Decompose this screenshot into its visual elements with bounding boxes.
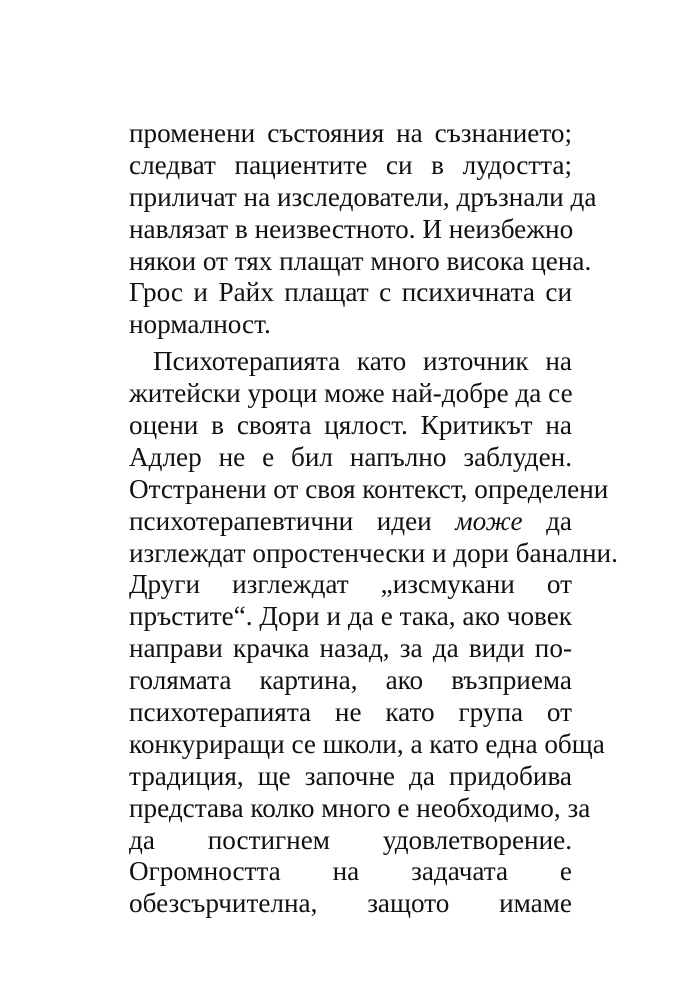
text-line: конкуриращи се школи, а като една обща bbox=[129, 728, 605, 759]
document-page bbox=[129, 118, 618, 920]
text-line: Други изглеждат „изсмукани от bbox=[129, 569, 572, 600]
text-line: Психотерапията като източник на bbox=[153, 346, 572, 377]
paragraph-1 bbox=[129, 118, 597, 341]
text-line: Огромността на задачата е bbox=[129, 856, 572, 887]
paragraph-2 bbox=[129, 346, 618, 920]
text-line: традиция, ще започне да придобива bbox=[129, 760, 572, 791]
text-line: психотерапията не като група от bbox=[129, 697, 572, 728]
text-line-with-italic bbox=[129, 506, 572, 538]
text-line: обезсърчителна, защото имаме bbox=[129, 888, 572, 919]
text-line: променени състояния на съзнанието; bbox=[129, 118, 572, 148]
text-line: нормалност. bbox=[129, 309, 271, 340]
text-segment: психотерапевтични идеи bbox=[129, 505, 432, 536]
text-segment: да bbox=[546, 505, 572, 536]
text-line: навлязат в неизвестното. И неизбежно bbox=[129, 213, 574, 244]
text-line: да постигнем удовлетворение. bbox=[129, 824, 572, 855]
text-line: следват пациентите си в лудостта; bbox=[129, 149, 572, 180]
text-line: Адлер не е бил напълно заблуден. bbox=[129, 441, 572, 472]
text-line: голямата картина, ако възприема bbox=[129, 665, 572, 696]
text-line: Отстранени от своя контекст, определени bbox=[129, 473, 609, 504]
text-line: някои от тях плащат много висока цена. bbox=[129, 245, 592, 276]
text-line: оцени в своята цялост. Критикът на bbox=[129, 410, 572, 441]
text-line: изглеждат опростенчески и дори банални. bbox=[129, 537, 618, 568]
text-line: житейски уроци може най-добре да се bbox=[129, 378, 573, 409]
text-line: направи крачка назад, за да види по- bbox=[129, 633, 572, 664]
text-line: Грос и Райх плащат с психичната си bbox=[129, 277, 572, 308]
text-line: представа колко много е необходимо, за bbox=[129, 792, 591, 823]
italic-word: може bbox=[455, 505, 523, 536]
text-line: приличат на изследователи, дръзнали да bbox=[129, 181, 597, 212]
text-line: пръстите“. Дори и да е така, ако човек bbox=[129, 601, 572, 632]
